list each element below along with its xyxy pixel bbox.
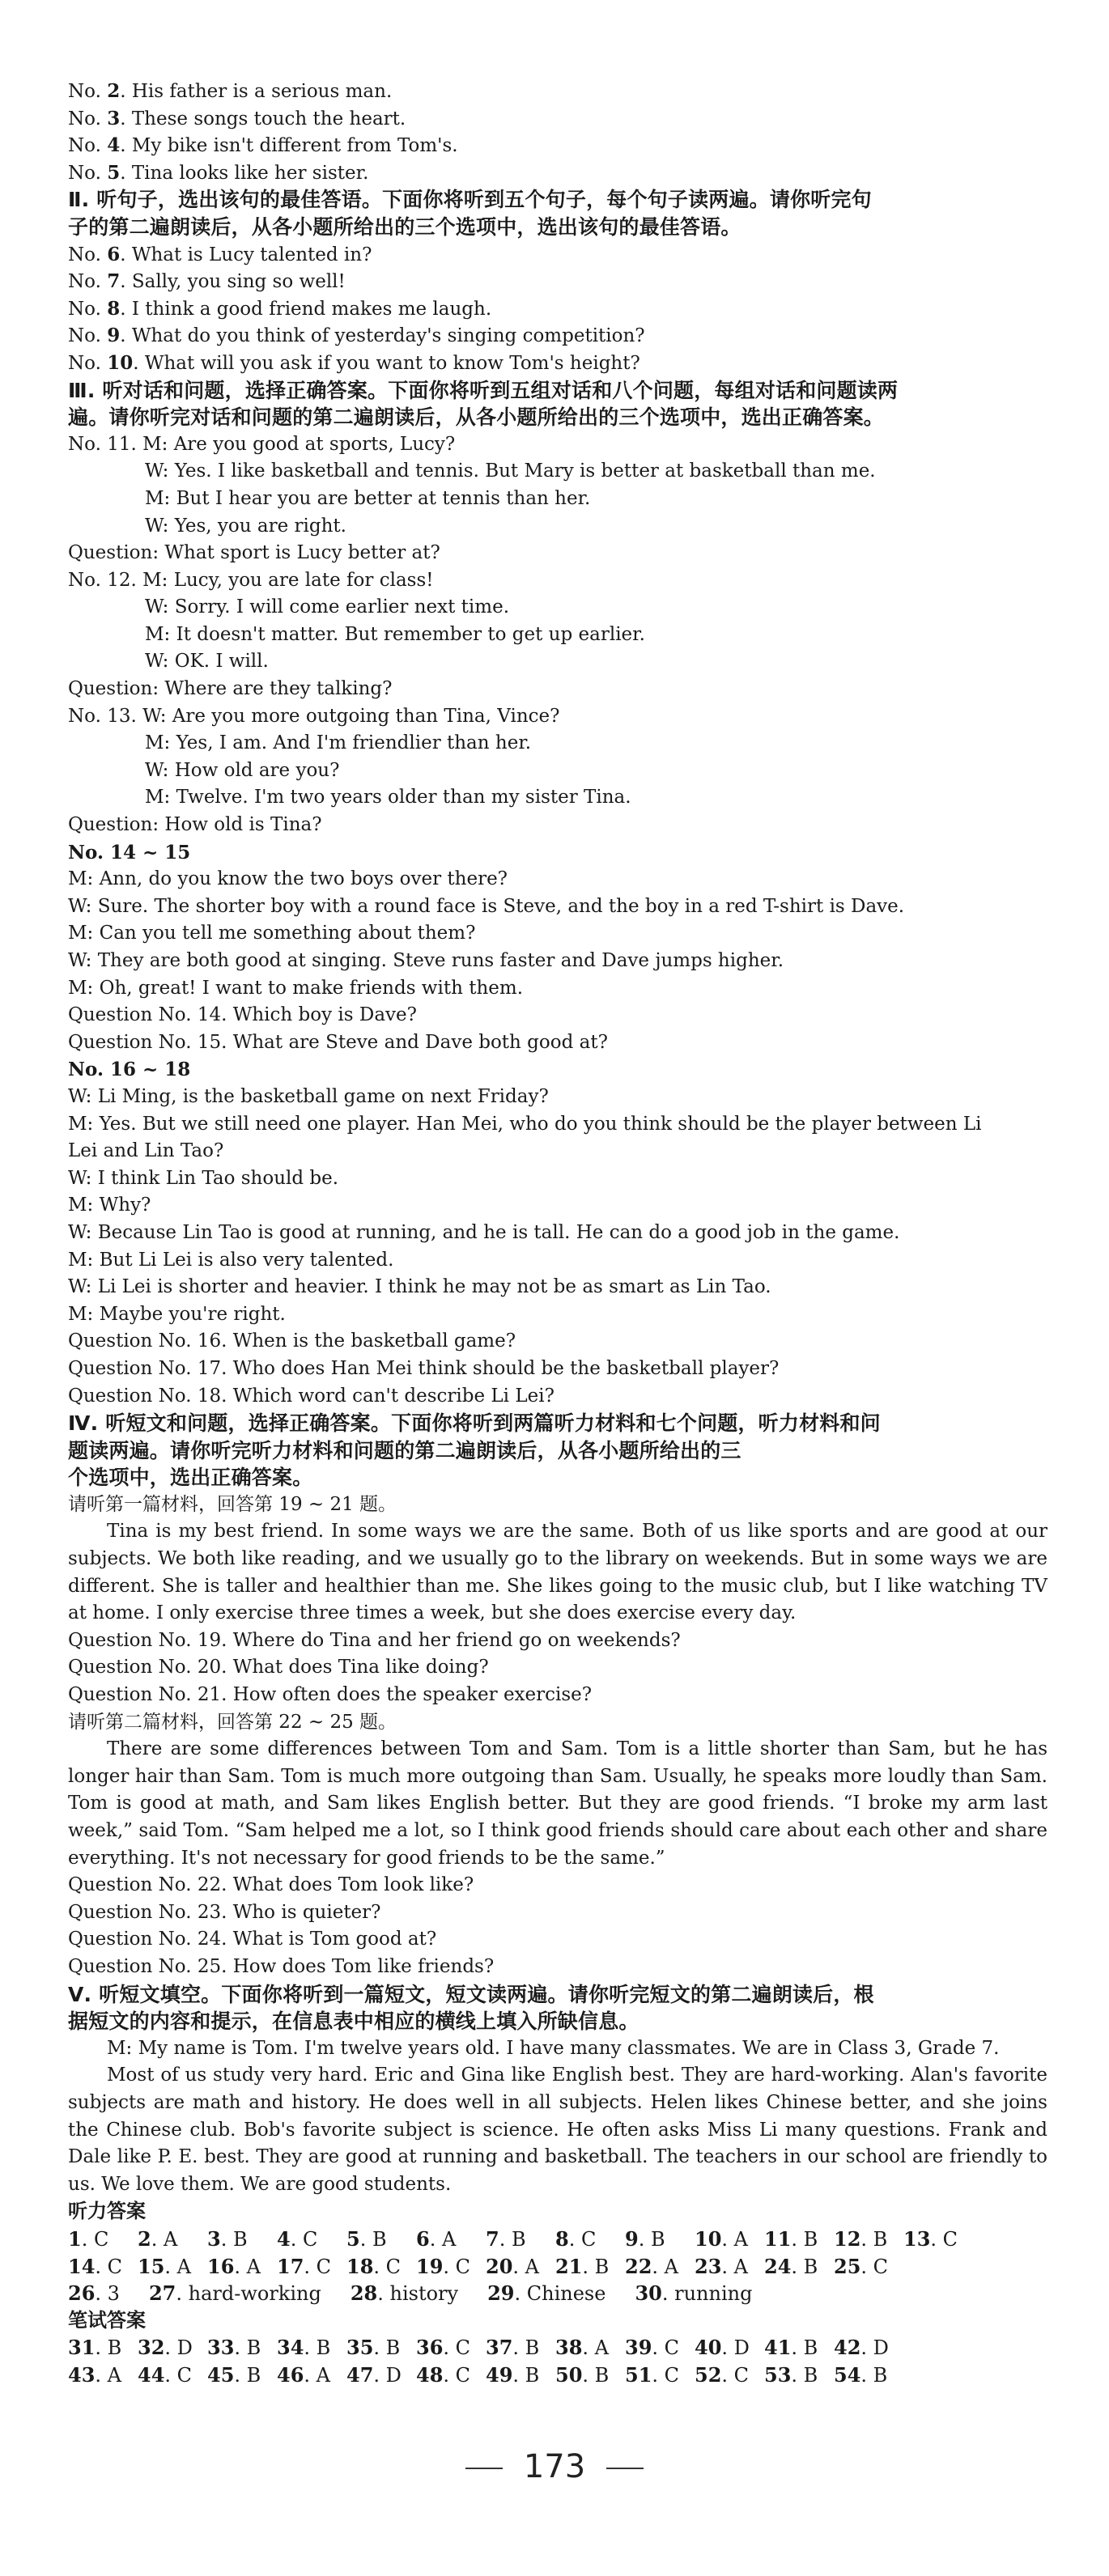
answer-value: B [525,2336,540,2360]
numbered-line: No. 6. What is Lucy talented in? [68,243,372,265]
numbered-line: No. 7. Sally, you sing so well! [68,270,346,293]
answer-number: 54 [834,2362,861,2387]
answer-item: 41. B [764,2336,818,2360]
answer-value: C [733,2363,750,2387]
answer-number: 23 [695,2254,722,2278]
answer-item: 9. B [625,2226,665,2251]
answer-item: 11. B [764,2226,818,2251]
answer-number: 25 [834,2254,861,2278]
answer-item: 46. A [277,2362,331,2387]
answer-number: 19 [416,2254,444,2278]
answer-item: 2. A [138,2226,178,2251]
answer-item: 32. D [138,2336,193,2360]
answer-value: C [942,2227,958,2251]
answer-number: 38 [555,2336,583,2360]
answer-value: A [733,2227,749,2251]
answer-number: 46 [277,2362,304,2387]
answer-number: 29 [487,2281,515,2306]
text-line: Question: How old is Tina? [68,814,322,836]
numbered-line: No. 9. What do you think of yesterday's singing competition? [68,325,645,347]
answer-value: B [107,2336,122,2360]
answer-number: 15 [138,2254,165,2278]
answer-value: B [246,2336,261,2360]
answer-item: 31. B [68,2336,122,2360]
item-number: 4 [107,134,121,157]
section-title: Ⅲ. 听对话和问题，选择正确答案。下面你将听到五组对话和八个问题，每组对话和问题读两 [68,378,899,402]
answer-item: 30. running [635,2281,753,2306]
answer-row [68,2226,1047,2253]
answer-number: 34 [277,2336,304,2360]
answer-item: 29. Chinese [487,2281,606,2306]
answer-value: A [594,2336,610,2360]
answer-number: 49 [486,2362,513,2387]
answer-number: 3 [207,2226,221,2251]
dash-right [606,2468,644,2469]
item-text: Sally, you sing so well! [131,271,346,293]
answer-item: 26. 3 [68,2281,120,2306]
dialogue-head: No. 16 ~ 18 [68,1059,191,1081]
answer-number: 39 [625,2336,652,2360]
answer-value: B [246,2363,261,2387]
answer-item: 45. B [207,2362,261,2387]
answer-item: 21. B [555,2254,610,2278]
answer-value: A [246,2255,261,2278]
answer-item: 43. A [68,2362,122,2387]
section-title: 个选项中，选出正确答案。 [68,1466,313,1490]
numbered-line: No. 5. Tina looks like her sister. [68,161,369,184]
answer-number: 20 [486,2254,513,2278]
text-line: Question: Where are they talking? [68,678,393,700]
answer-value: A [163,2227,178,2251]
answer-value: A [441,2227,457,2251]
page-number [0,2448,1109,2485]
numbered-line: No. 10. What will you ask if you want to know Tom's height? [68,351,640,374]
answer-value: B [803,2363,818,2387]
text-line: Question: What sport is Lucy better at? [68,542,440,564]
answer-number: 42 [834,2336,861,2360]
item-text: What is Lucy talented in? [131,244,372,265]
answer-row [68,2334,1047,2362]
answer-value: C [93,2227,109,2251]
item-number: 9 [107,325,121,347]
text-line: Question No. 22. What does Tom look like? [68,1874,474,1896]
answer-number: 30 [635,2281,662,2306]
answer-number: 16 [207,2254,235,2278]
answer-number: 18 [346,2254,374,2278]
text-line: No. 12. M: Lucy, you are late for class! [68,569,434,591]
answer-item: 36. C [416,2336,471,2360]
answer-item: 37. B [486,2336,540,2360]
answer-value: B [803,2255,818,2278]
answer-number: 40 [695,2336,722,2360]
answer-item: 22. A [625,2254,679,2278]
answer-item: 6. A [416,2226,457,2251]
answer-item: 44. C [138,2362,193,2387]
item-text: His father is a serious man. [131,81,393,102]
answer-value: C [385,2255,402,2278]
answer-number: 51 [625,2362,652,2387]
answer-value: B [650,2227,665,2251]
page-number-text: 173 [523,2448,586,2485]
answer-item: 24. B [764,2254,818,2278]
answer-number: 24 [764,2254,792,2278]
answer-item: 54. B [834,2362,888,2387]
answer-number: 43 [68,2362,96,2387]
text-line: W: Because Lin Tao is good at running, and he is tall. He can do a good job in the game. [68,1221,900,1243]
answer-number: 5 [346,2226,360,2251]
answer-value: D [873,2336,889,2360]
answer-value: C [664,2363,680,2387]
answer-value: C [873,2255,889,2278]
answer-number: 12 [834,2226,861,2251]
answer-value: running [674,2282,753,2306]
answer-value: C [176,2363,193,2387]
answer-number: 31 [68,2336,96,2360]
item-text: I think a good friend makes me laugh. [131,298,492,320]
answers-heading: 笔试答案 [68,2308,146,2332]
passage: Most of us study very hard. Eric and Gina like English best. They are hard-working. Alan's favorite subjects are math and history. He does well in all subjects. Helen likes Chinese better, and she joins the Chinese club. Bob's favorite subject is science. He often asks Miss Li many questions. Frank and Dale like P. E. best. They are good at running and basketball. The teachers in our school are friendly to us. We love them. We are good students. [68,2065,1047,2195]
answer-number: 4 [277,2226,291,2251]
answer-value: B [385,2336,401,2360]
answer-number: 52 [695,2362,722,2387]
answer-number: 22 [625,2254,652,2278]
answer-number: 2 [138,2226,151,2251]
answer-item: 20. A [486,2254,540,2278]
text-line: M: Twelve. I'm two years older than my sister Tina. [145,787,631,808]
answer-value: D [385,2363,402,2387]
answer-item: 48. C [416,2362,471,2387]
answer-number: 6 [416,2226,430,2251]
answer-item: 3. B [207,2226,248,2251]
answer-number: 36 [416,2336,444,2360]
answer-value: C [316,2255,332,2278]
text-line: W: Sure. The shorter boy with a round face is Steve, and the boy in a red T-shirt is Dave. [68,895,905,917]
answer-value: B [525,2363,540,2387]
answer-value: C [455,2255,471,2278]
answer-item: 12. B [834,2226,888,2251]
answer-item: 27. hard-working [148,2281,321,2306]
answer-number: 48 [416,2362,444,2387]
item-text: My bike isn't different from Tom's. [131,135,458,157]
answer-number: 21 [555,2254,583,2278]
text-line: Question No. 15. What are Steve and Dave both good at? [68,1031,608,1053]
answer-value: B [511,2227,526,2251]
text-line: M: But I hear you are better at tennis than her. [145,487,591,509]
item-number: 10 [107,351,134,374]
answer-number: 8 [555,2226,569,2251]
answer-value: B [803,2227,818,2251]
answer-value: C [580,2227,597,2251]
item-number: 2 [107,80,121,102]
answer-item: 49. B [486,2362,540,2387]
answer-value: B [803,2336,818,2360]
section-title: 遍。请你听完对话和问题的第二遍朗读后，从各小题所给出的三个选项中，选出正确答案。 [68,405,885,430]
answer-value: D [176,2336,193,2360]
answer-item: 8. C [555,2226,597,2251]
dialogue-head: No. 14 ~ 15 [68,841,191,864]
answer-item: 18. C [346,2254,402,2278]
answer-item: 50. B [555,2362,610,2387]
answer-number: 17 [277,2254,304,2278]
text-line: M: Yes, I am. And I'm friendlier than her. [145,732,532,754]
item-text: These songs touch the heart. [131,108,406,129]
answer-number: 50 [555,2362,583,2387]
answer-item: 10. A [695,2226,749,2251]
answer-item: 4. C [277,2226,318,2251]
text-line: W: OK. I will. [145,651,269,673]
text-line: Question No. 17. Who does Han Mei think should be the basketball player? [68,1357,780,1379]
text-line: W: How old are you? [145,759,340,781]
answer-value: C [455,2336,471,2360]
answer-value: hard-working [188,2282,321,2306]
text-line: Question No. 24. What is Tom good at? [68,1929,437,1950]
text-line: M: It doesn't matter. But remember to get up earlier. [145,623,645,645]
answer-value: C [302,2227,318,2251]
numbered-line: No. 2. His father is a serious man. [68,80,393,102]
text-line: 请听第一篇材料，回答第 19 ~ 21 题。 [68,1493,397,1515]
answer-value: B [372,2227,387,2251]
text-line: W: Li Ming, is the basketball game on next Friday? [68,1085,549,1107]
text-line: Question No. 20. What does Tina like doing? [68,1657,489,1678]
answer-number: 41 [764,2336,792,2360]
text-line: W: Li Lei is shorter and heavier. I think he may not be as smart as Lin Tao. [68,1276,771,1298]
text-line: Question No. 21. How often does the speaker exercise? [68,1684,593,1706]
answer-item: 39. C [625,2336,680,2360]
answer-item: 51. C [625,2362,680,2387]
text-line: M: My name is Tom. I'm twelve years old. I have many classmates. We are in Class 3, Grade 7. [107,2037,1000,2059]
answer-value: A [525,2255,540,2278]
text-line: Question No. 23. Who is quieter? [68,1901,381,1923]
answer-item: 38. A [555,2336,610,2360]
answer-value: A [107,2363,122,2387]
text-line: W: Yes, you are right. [145,515,346,537]
item-number: 5 [107,161,121,184]
answer-value: C [107,2255,123,2278]
answer-item: 17. C [277,2254,332,2278]
answer-item: 34. B [277,2336,331,2360]
text-line: No. 11. M: Are you good at sports, Lucy? [68,433,456,455]
answer-number: 27 [148,2281,176,2306]
answer-number: 13 [903,2226,931,2251]
answer-item: 23. A [695,2254,749,2278]
answer-item: 47. D [346,2362,402,2387]
section-title: 题读两遍。请你听完听力材料和问题的第二遍朗读后，从各小题所给出的三 [68,1438,741,1462]
answer-value: B [873,2363,888,2387]
text-line: Question No. 16. When is the basketball game? [68,1330,516,1352]
answer-item: 52. C [695,2362,750,2387]
text-line: W: I think Lin Tao should be. [68,1167,339,1189]
numbered-line: No. 8. I think a good friend makes me laugh. [68,297,492,320]
text-line: Lei and Lin Tao? [68,1140,224,1162]
dash-left [465,2468,503,2469]
answer-number: 32 [138,2336,165,2360]
document-page [68,78,1047,2388]
text-line: 请听第二篇材料，回答第 22 ~ 25 题。 [68,1711,397,1733]
item-number: 3 [107,107,121,129]
answer-item: 1. C [68,2226,109,2251]
answer-number: 35 [346,2336,374,2360]
answer-number: 7 [486,2226,499,2251]
text-line: W: Sorry. I will come earlier next time. [145,596,510,618]
answer-item: 28. history [350,2281,459,2306]
answer-number: 9 [625,2226,639,2251]
text-line: No. 13. W: Are you more outgoing than Tina, Vince? [68,705,560,727]
answers-heading: 听力答案 [68,2200,146,2223]
answer-item: 15. A [138,2254,192,2278]
answer-item: 25. C [834,2254,889,2278]
answer-number: 28 [350,2281,378,2306]
text-line: Question No. 19. Where do Tina and her friend go on weekends? [68,1629,681,1651]
answer-value: Chinese [526,2282,606,2306]
answer-item: 35. B [346,2336,401,2360]
text-line: M: But Li Lei is also very talented. [68,1249,394,1271]
text-line: M: Oh, great! I want to make friends with them. [68,977,524,999]
answer-value: A [664,2255,679,2278]
answer-number: 37 [486,2336,513,2360]
answer-number: 53 [764,2362,792,2387]
text-line: M: Maybe you're right. [68,1303,286,1325]
answer-number: 44 [138,2362,165,2387]
answer-number: 11 [764,2226,792,2251]
answer-number: 1 [68,2226,82,2251]
answer-number: 45 [207,2362,235,2387]
text-line: Question No. 14. Which boy is Dave? [68,1004,417,1026]
text-line: Question No. 25. How does Tom like friends? [68,1955,495,1977]
answer-value: B [316,2336,331,2360]
answer-item: 5. B [346,2226,387,2251]
answer-number: 10 [695,2226,722,2251]
text-line: M: Yes. But we still need one player. Han Mei, who do you think should be the player between Li [68,1113,982,1135]
answer-value: A [733,2255,749,2278]
answer-number: 26 [68,2281,96,2306]
answer-value: B [594,2255,610,2278]
answer-number: 14 [68,2254,96,2278]
text-line: W: Yes. I like basketball and tennis. But Mary is better at basketball than me. [145,460,876,482]
answer-item: 13. C [903,2226,958,2251]
item-number: 8 [107,297,121,320]
numbered-line: No. 4. My bike isn't different from Tom's. [68,134,458,157]
text-line: M: Why? [68,1195,151,1216]
answer-value: B [873,2227,888,2251]
answer-value: history [389,2282,459,2306]
text-line: Question No. 18. Which word can't describe Li Lei? [68,1385,554,1407]
answer-item: 40. D [695,2336,750,2360]
answer-row [68,2362,1047,2389]
answer-number: 33 [207,2336,235,2360]
text-line: M: Ann, do you know the two boys over there? [68,868,508,890]
answer-item: 14. C [68,2254,123,2278]
answer-value: A [316,2363,331,2387]
item-number: 7 [107,270,121,293]
answer-row [68,2253,1047,2281]
passage: There are some differences between Tom and Sam. Tom is a little shorter than Sam, but he has longer hair than Sam. Tom is much more outgoing than Sam. Usually, he speaks more loudly than Sam. Tom is good at math, and Sam likes English better. But they are good friends. “I broke my arm last week,” said Tom. “Sam helped me a lot, so I think good friends should care about each other and share everything. It's not necessary for good friends to be the same.” [68,1738,1047,1869]
section-title: 子的第二遍朗读后，从各小题所给出的三个选项中，选出该句的最佳答语。 [68,214,741,239]
item-text: What will you ask if you want to know Tom's height? [144,352,640,374]
answer-value: C [664,2336,680,2360]
section-title: Ⅱ. 听句子，选出该句的最佳答语。下面你将听到五个句子，每个句子读两遍。请你听完句 [68,188,872,212]
answer-item: 53. B [764,2362,818,2387]
passage: Tina is my best friend. In some ways we are the same. Both of us like sports and are good at our subjects. We both like reading, and we usually go to the library on weekends. But in some ways we are different. She is taller and healthier than me. She likes going to the music club, but I like watching TV at home. I only exercise three times a week, but she does exercise every day. [68,1521,1047,1624]
item-text: Tina looks like her sister. [131,162,369,184]
answer-value: B [232,2227,248,2251]
text-line: W: They are both good at singing. Steve runs faster and Dave jumps higher. [68,950,784,971]
answer-item: 42. D [834,2336,889,2360]
section-title: 据短文的内容和提示，在信息表中相应的横线上填入所缺信息。 [68,2009,639,2034]
item-number: 6 [107,243,121,265]
answer-value: 3 [107,2282,120,2306]
answer-value: B [594,2363,610,2387]
section-title: Ⅴ. 听短文填空。下面你将听到一篇短文，短文读两遍。请你听完短文的第二遍朗读后，根 [68,1982,874,2006]
answer-value: A [176,2255,192,2278]
answer-item: 16. A [207,2254,261,2278]
answer-item: 7. B [486,2226,526,2251]
answer-row [68,2280,1047,2307]
answer-value: C [455,2363,471,2387]
answer-number: 47 [346,2362,374,2387]
answer-value: D [733,2336,750,2360]
answer-item: 33. B [207,2336,261,2360]
section-title: Ⅳ. 听短文和问题，选择正确答案。下面你将听到两篇听力材料和七个问题，听力材料和问 [68,1411,881,1436]
answer-item: 19. C [416,2254,471,2278]
numbered-line: No. 3. These songs touch the heart. [68,107,406,129]
item-text: What do you think of yesterday's singing competition? [131,325,645,347]
text-line: M: Can you tell me something about them? [68,923,476,944]
